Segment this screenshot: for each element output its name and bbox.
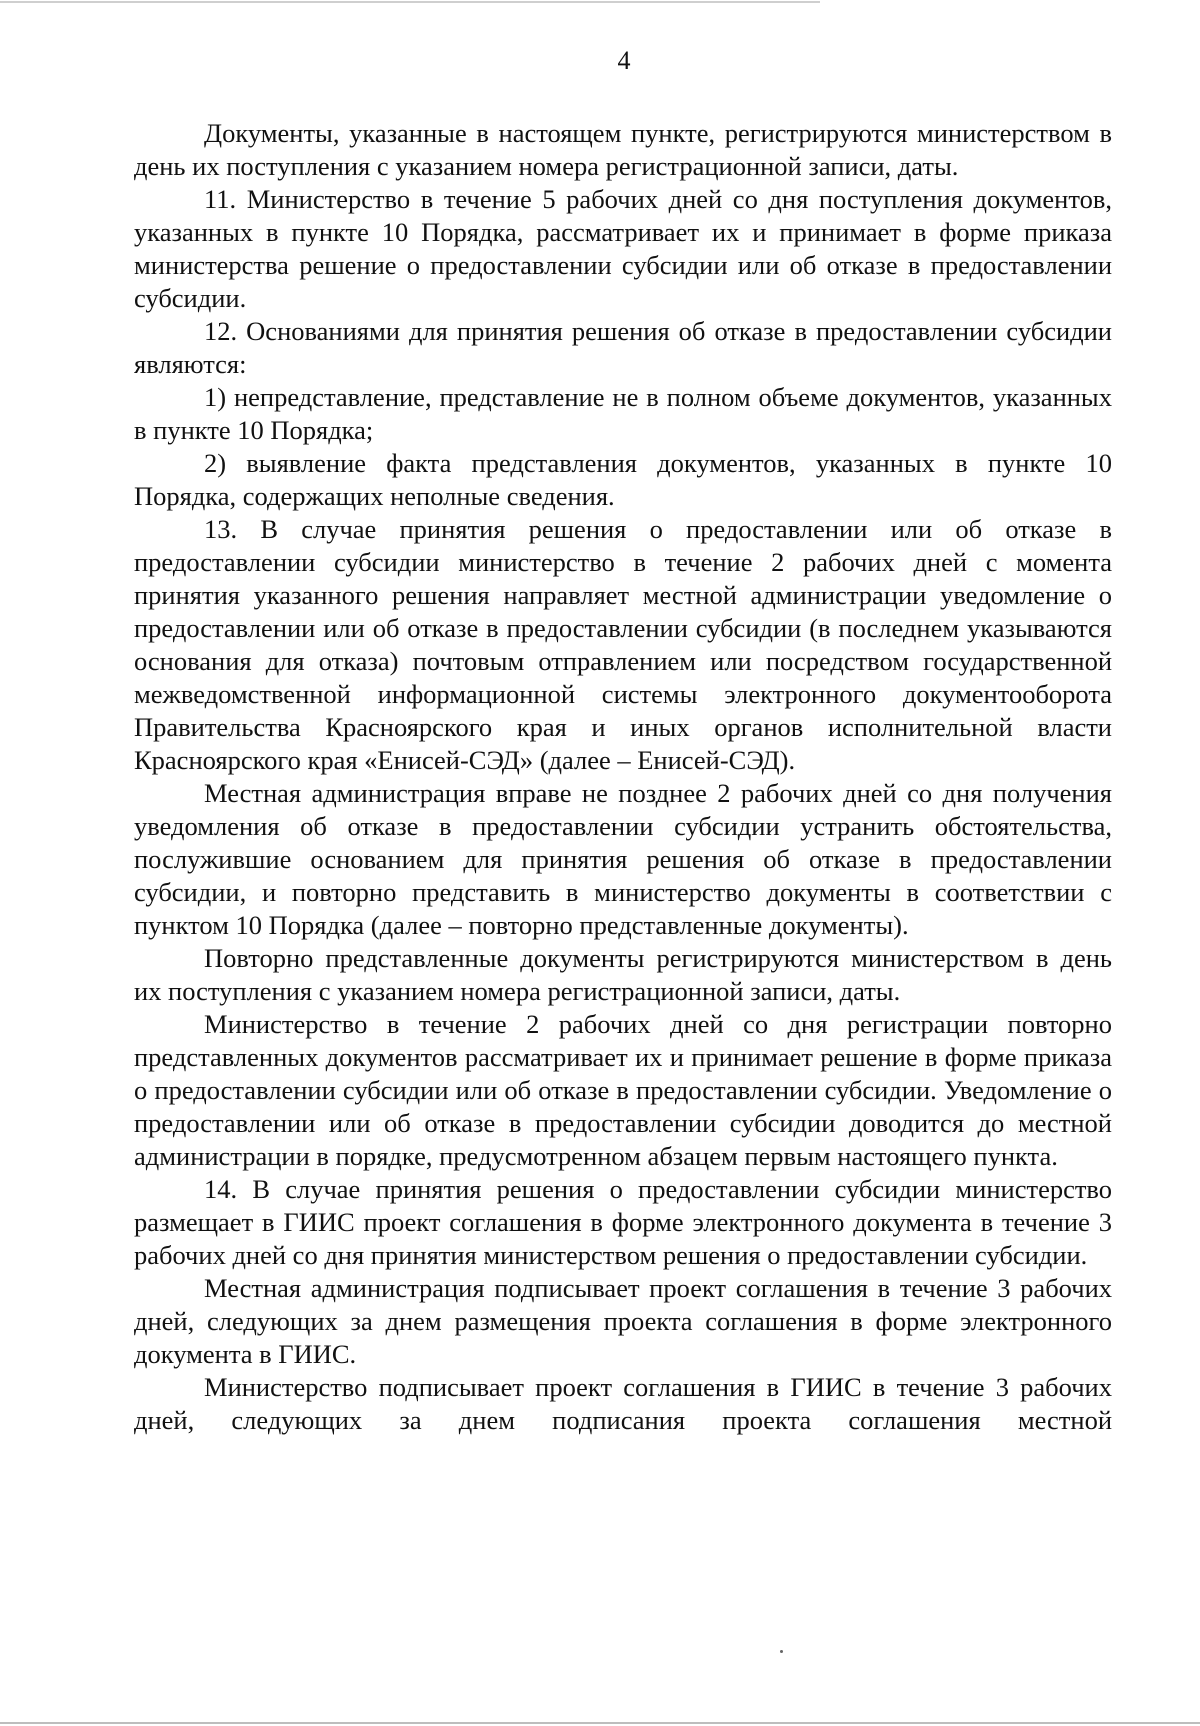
paragraph-documents-registration: Документы, указанные в настоящем пункте, регистрируются министерством в день их поступления с указанием номера регистрационной записи, даты. <box>134 118 1112 181</box>
paragraph-item-12: 12. Основаниями для принятия решения об отказе в предоставлении субсидии являются: <box>134 316 1112 379</box>
scan-top-edge <box>0 1 820 3</box>
paragraph-local-admin-signs: Местная администрация подписывает проект соглашения в течение 3 рабочих дней, следующих за днем размещения проекта соглашения в форме электронного документа в ГИИС. <box>134 1273 1112 1369</box>
paragraph-item-12-subitem-2: 2) выявление факта представления документов, указанных в пункте 10 Порядка, содержащих неполные сведения. <box>134 448 1112 511</box>
paragraph-item-12-subitem-1: 1) непредставление, представление не в полном объеме документов, указанных в пункте 10 Порядка; <box>134 382 1112 445</box>
paragraph-item-14: 14. В случае принятия решения о предоставлении субсидии министерство размещает в ГИИС проект соглашения в форме электронного документа в течение 3 рабочих дней со дня принятия министерством решения о предоставлении субсидии. <box>134 1174 1112 1270</box>
paragraph-item-11: 11. Министерство в течение 5 рабочих дней со дня поступления документов, указанных в пункте 10 Порядка, рассматривает их и принимает в форме приказа министерства решение о предоставлении субсидии или об отказе в предоставлении субсидии. <box>134 184 1112 313</box>
paragraph-local-admin-right: Местная администрация вправе не позднее 2 рабочих дней со дня получения уведомления об отказе в предоставлении субсидии устранить обстоятельства, послужившие основанием для принятия решения об отказе в предоставлении субсидии, и повторно представить в министерство документы в соответствии с пунктом 10 Порядка (далее – повторно представленные документы). <box>134 778 1112 940</box>
paragraph-ministry-signs: Министерство подписывает проект соглашения в ГИИС в течение 3 рабочих дней, следующих за днем подписания проекта соглашения местной <box>134 1372 1112 1435</box>
paragraph-resubmitted-registration: Повторно представленные документы регистрируются министерством в день их поступления с указанием номера регистрационной записи, даты. <box>134 943 1112 1006</box>
document-body <box>134 117 1112 1437</box>
paragraph-item-13: 13. В случае принятия решения о предоставлении или об отказе в предоставлении субсидии министерство в течение 2 рабочих дней с момента принятия указанного решения направляет местной администрации уведомление о предоставлении или об отказе в предоставлении субсидии (в последнем указываются основания для отказа) почтовым отправлением или посредством государственной межведомственной информационной системы электронного документооборота Правительства Красноярского края и иных органов исполнительной власти Красноярского края «Енисей-СЭД» (далее – Енисей-СЭД). <box>134 514 1112 775</box>
paragraph-resubmitted-review: Министерство в течение 2 рабочих дней со дня регистрации повторно представленных документов рассматривает их и принимает решение в форме приказа о предоставлении субсидии или об отказе в предоставлении субсидии. Уведомление о предоставлении или об отказе в предоставлении субсидии доводится до местной администрации в порядке, предусмотренном абзацем первым настоящего пункта. <box>134 1009 1112 1171</box>
page-number: 4 <box>617 46 631 75</box>
scan-bottom-edge <box>0 1722 1200 1724</box>
scan-speck <box>780 1650 783 1653</box>
